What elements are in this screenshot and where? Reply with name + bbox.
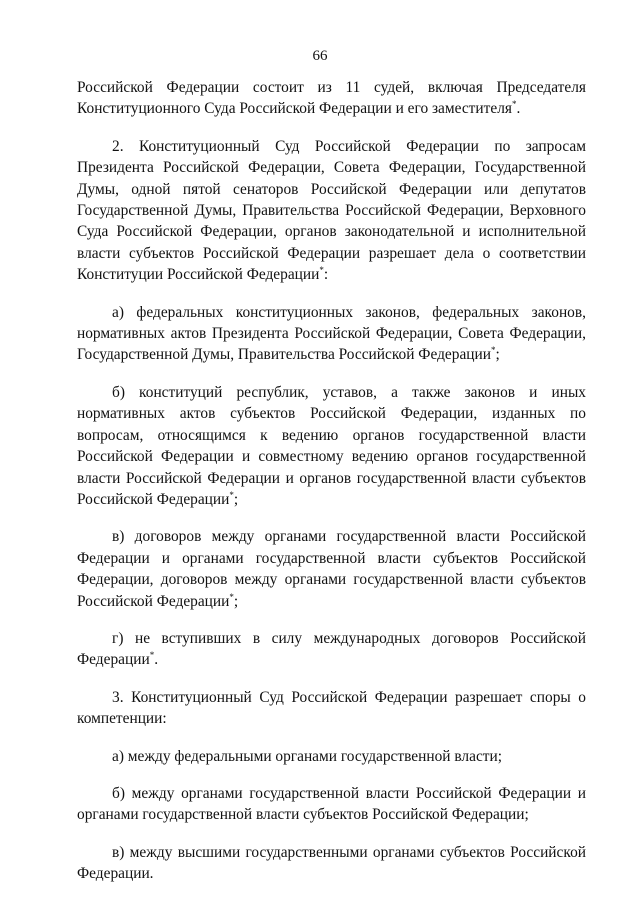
- list-item-b: б) конституций республик, уставов, а также законов и иных нормативных актов субъектов Российской Федерации, изданных по вопросам, относящимся к ведению органов государственной власти Российской Федерации и совместному ведению органов государственной власти Российской Федерации и органов государственной власти субъектов Российской Федерации*;: [77, 383, 586, 508]
- document-body: [77, 77, 586, 885]
- footnote-mark: *: [511, 99, 517, 110]
- list-item-v: в) договоров между органами государственной власти Российской Федерации и органами государственной власти субъектов Российской Федерации, договоров между органами государственной власти субъектов Российской Федерации*;: [77, 528, 586, 610]
- paragraph-section-3: 3. Конституционный Суд Российской Федерации разрешает споры о компетенции:: [77, 688, 586, 728]
- list-item-v: в) между высшими государственными органами субъектов Российской Федерации.: [77, 843, 586, 883]
- footnote-mark: *: [491, 345, 496, 356]
- page-number: 66: [312, 48, 328, 64]
- footnote-mark: *: [149, 650, 155, 661]
- list-item-a: а) между федеральными органами государственной власти;: [112, 747, 503, 765]
- footnote-mark: *: [319, 265, 324, 276]
- footnote-mark: *: [229, 591, 234, 602]
- list-item-a: а) федеральных конституционных законов, федеральных законов, нормативных актов Президента Российской Федерации, Совета Федерации, Государственной Думы, Правительства Российской Федерации*;: [77, 303, 586, 364]
- footnote-mark: *: [229, 489, 234, 500]
- list-item-b: б) между органами государственной власти Российской Федерации и органами государственной власти субъектов Российской Федерации;: [77, 784, 586, 824]
- paragraph-continuation: Российской Федерации состоит из 11 судей, включая Председателя Конституционного Суда Российской Федерации и его заместителя*.: [77, 79, 586, 118]
- list-item-g: г) не вступивших в силу международных договоров Российской Федерации*.: [77, 629, 586, 669]
- paragraph-section-2: 2. Конституционный Суд Российской Федерации по запросам Президента Российской Федерации, Совета Федерации, Государственной Думы, одной пятой сенаторов Российской Федерации или депутатов Государственной Думы, Правительства Российской Федерации, Верховного Суда Российской Федерации, органов законодательной и исполнительной власти субъектов Российской Федерации разрешает дела о соответствии Конституции Российской Федерации*:: [77, 137, 586, 284]
